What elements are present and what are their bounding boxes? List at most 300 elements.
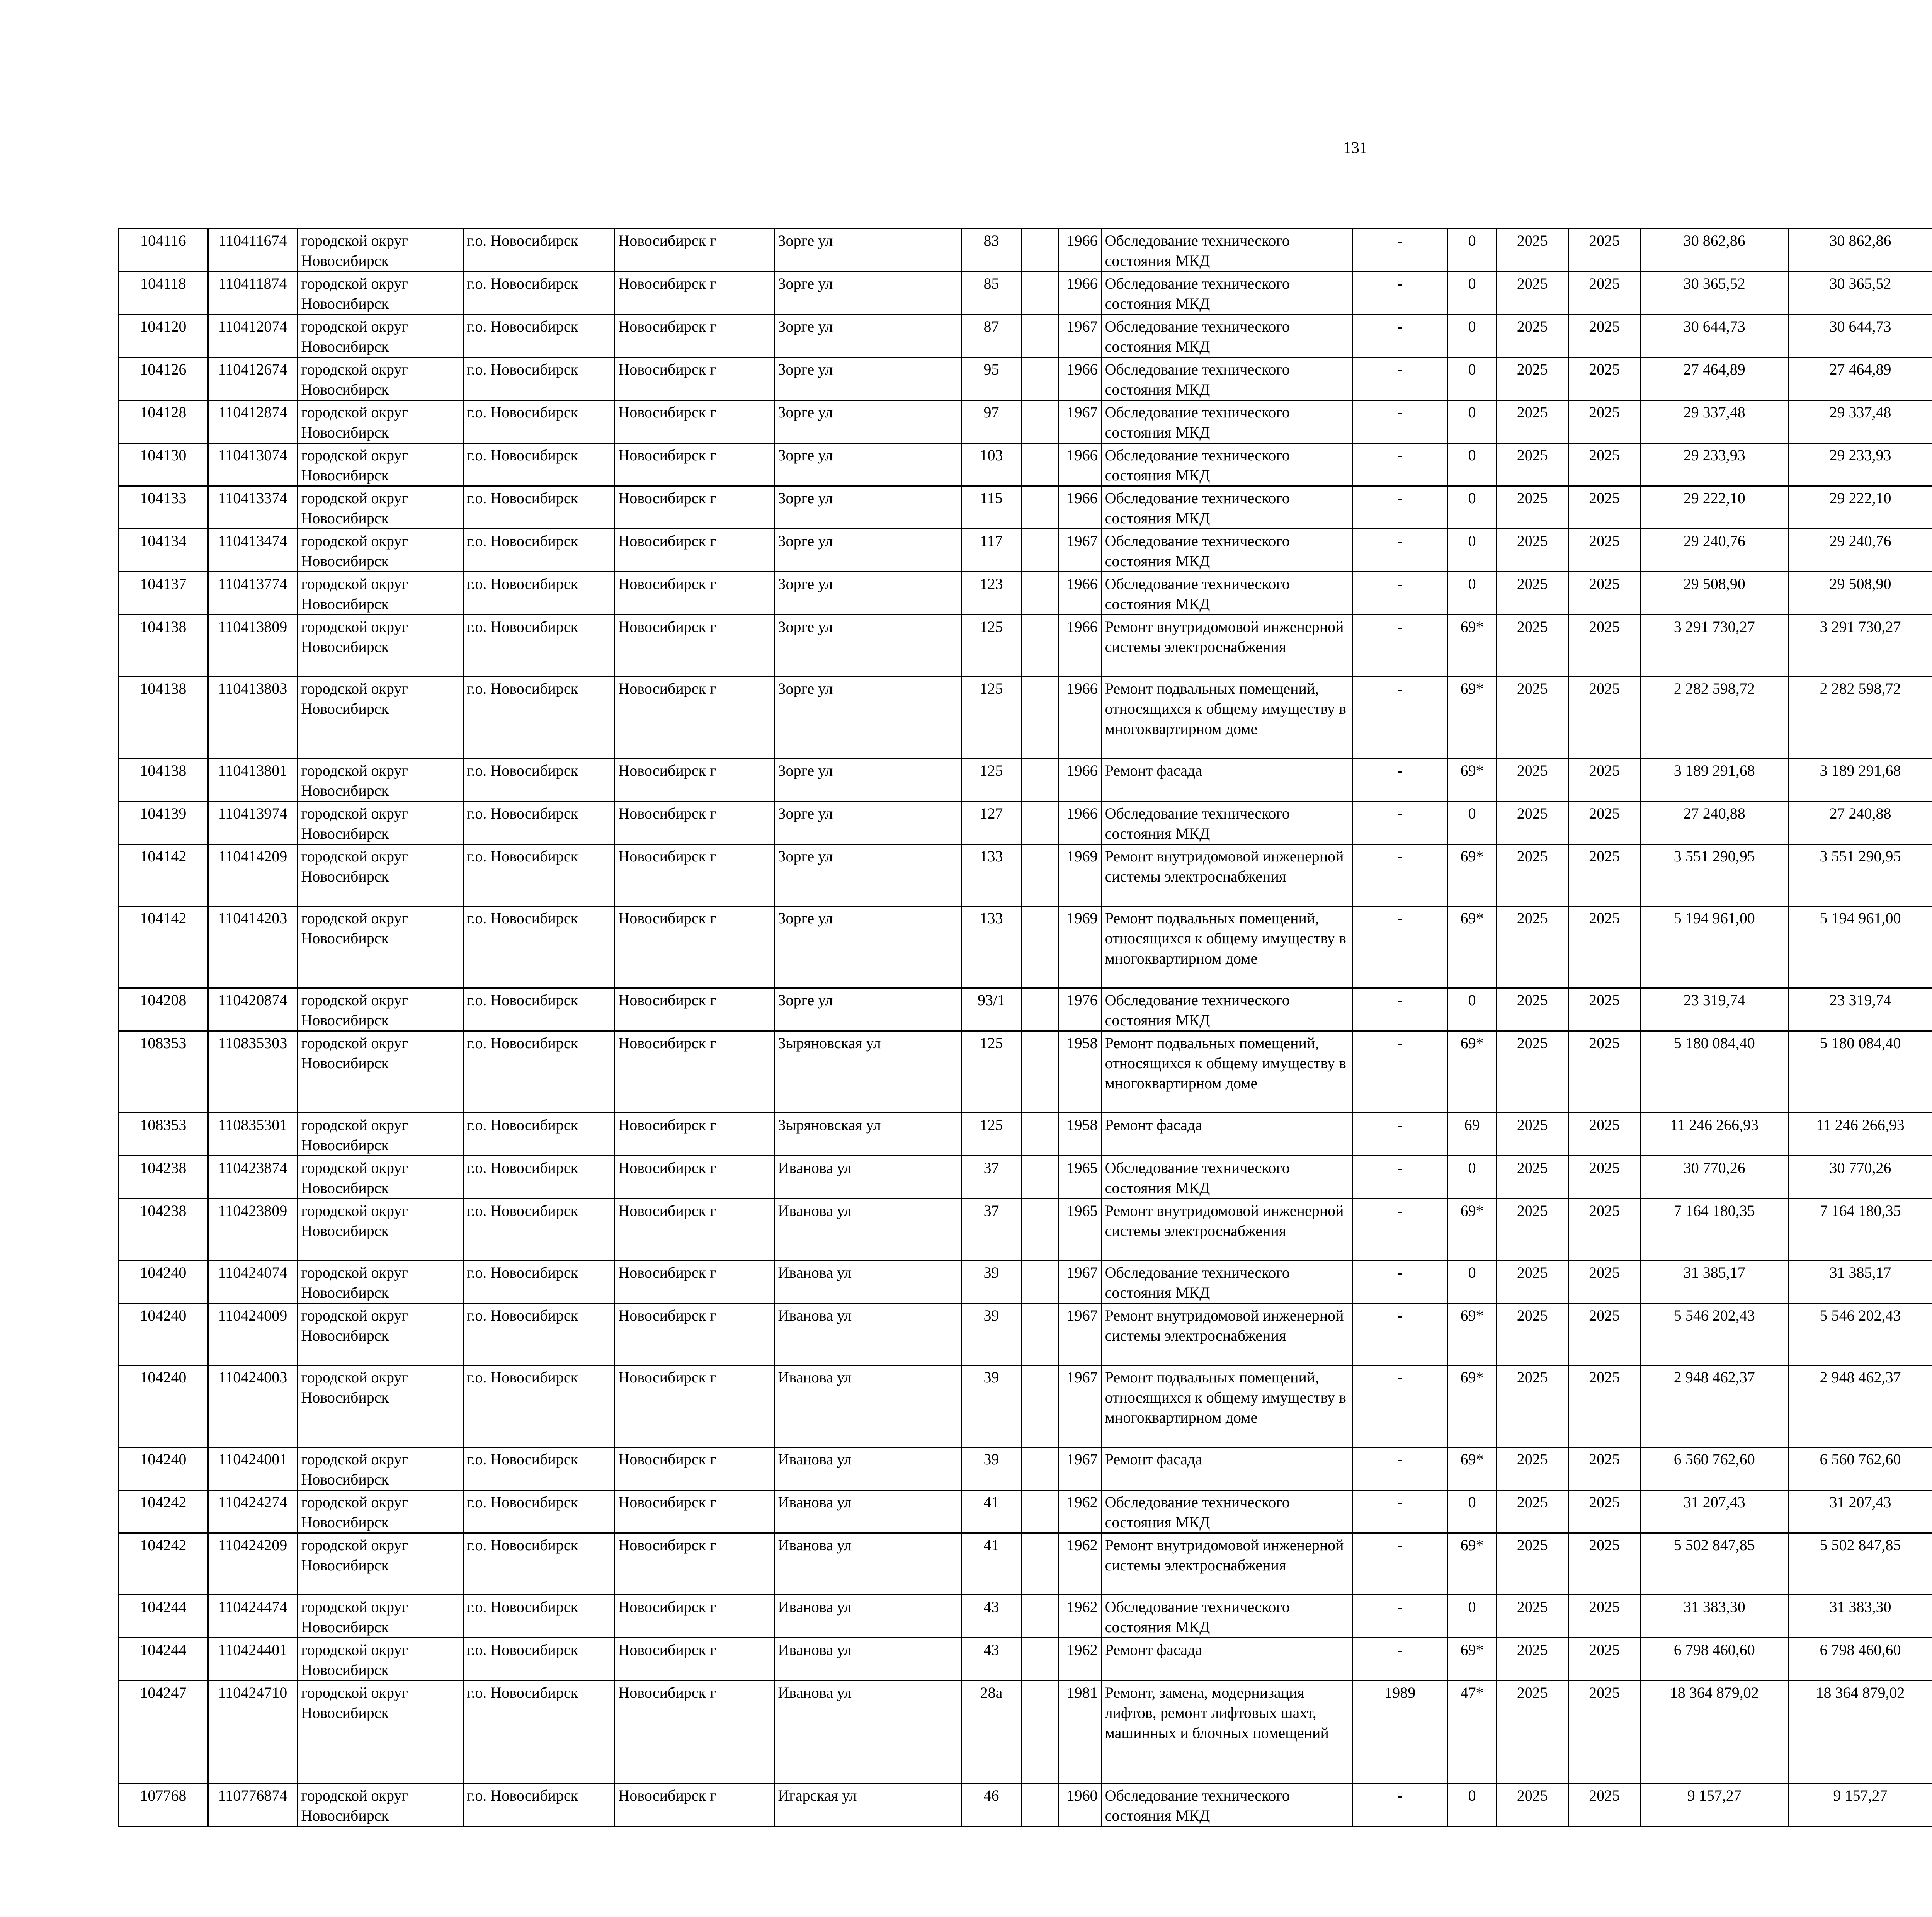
work-type-cell: Ремонт фасада bbox=[1101, 1638, 1352, 1681]
work-type-cell: Обследование технического состояния МКД bbox=[1101, 272, 1352, 315]
city-cell: Новосибирск г bbox=[615, 400, 774, 443]
work-code-cell: 110413774 bbox=[208, 572, 298, 615]
fund-cost-cell: 6 798 460,60 bbox=[1788, 1638, 1932, 1681]
total-cost-cell: 11 246 266,93 bbox=[1640, 1113, 1788, 1156]
wear-percent-cell: 0 bbox=[1448, 486, 1497, 529]
construction-year-cell: 1966 bbox=[1058, 677, 1101, 759]
plan-start-cell: 2025 bbox=[1497, 677, 1568, 759]
renovation-year-cell: - bbox=[1352, 1113, 1448, 1156]
table-row bbox=[119, 315, 1932, 358]
street-cell: Иванова ул bbox=[774, 1681, 961, 1784]
plan-start-cell: 2025 bbox=[1497, 1031, 1568, 1113]
work-code-cell: 110835303 bbox=[208, 1031, 298, 1113]
wear-percent-cell: 0 bbox=[1448, 358, 1497, 400]
construction-year-cell: 1966 bbox=[1058, 443, 1101, 486]
construction-year-cell: 1962 bbox=[1058, 1533, 1101, 1595]
street-cell: Иванова ул bbox=[774, 1199, 961, 1261]
building-cell bbox=[1022, 1113, 1059, 1156]
table-row bbox=[119, 802, 1932, 844]
plan-end-cell: 2025 bbox=[1568, 1113, 1640, 1156]
building-cell bbox=[1022, 272, 1059, 315]
page-number: 131 bbox=[1343, 139, 1367, 157]
plan-start-cell: 2025 bbox=[1497, 906, 1568, 988]
house-id-cell: 104242 bbox=[119, 1490, 208, 1533]
plan-end-cell: 2025 bbox=[1568, 1199, 1640, 1261]
work-code-cell: 110424209 bbox=[208, 1533, 298, 1595]
construction-year-cell: 1966 bbox=[1058, 229, 1101, 272]
street-cell: Иванова ул bbox=[774, 1304, 961, 1365]
fund-cost-cell: 11 246 266,93 bbox=[1788, 1113, 1932, 1156]
plan-start-cell: 2025 bbox=[1497, 1638, 1568, 1681]
plan-start-cell: 2025 bbox=[1497, 272, 1568, 315]
municipality-cell: городской округ Новосибирск bbox=[298, 1638, 463, 1681]
total-cost-cell: 30 365,52 bbox=[1640, 272, 1788, 315]
construction-year-cell: 1969 bbox=[1058, 906, 1101, 988]
renovation-year-cell: - bbox=[1352, 1261, 1448, 1304]
table-row bbox=[119, 1261, 1932, 1304]
house-number-cell: 28а bbox=[961, 1681, 1021, 1784]
plan-start-cell: 2025 bbox=[1497, 1784, 1568, 1827]
table-row bbox=[119, 988, 1932, 1031]
house-number-cell: 97 bbox=[961, 400, 1021, 443]
fund-cost-cell: 31 207,43 bbox=[1788, 1490, 1932, 1533]
house-number-cell: 39 bbox=[961, 1261, 1021, 1304]
fund-cost-cell: 2 282 598,72 bbox=[1788, 677, 1932, 759]
renovation-year-cell: 1989 bbox=[1352, 1681, 1448, 1784]
table-row bbox=[119, 486, 1932, 529]
house-number-cell: 39 bbox=[961, 1447, 1021, 1490]
house-number-cell: 103 bbox=[961, 443, 1021, 486]
wear-percent-cell: 0 bbox=[1448, 1156, 1497, 1199]
wear-percent-cell: 0 bbox=[1448, 229, 1497, 272]
street-cell: Зыряновская ул bbox=[774, 1113, 961, 1156]
settlement-cell: г.о. Новосибирск bbox=[463, 529, 615, 572]
renovation-year-cell: - bbox=[1352, 759, 1448, 802]
city-cell: Новосибирск г bbox=[615, 1447, 774, 1490]
fund-cost-cell: 5 546 202,43 bbox=[1788, 1304, 1932, 1365]
house-id-cell: 108353 bbox=[119, 1113, 208, 1156]
table-row bbox=[119, 1638, 1932, 1681]
wear-percent-cell: 69* bbox=[1448, 1365, 1497, 1447]
house-number-cell: 95 bbox=[961, 358, 1021, 400]
work-code-cell: 110414203 bbox=[208, 906, 298, 988]
municipality-cell: городской округ Новосибирск bbox=[298, 443, 463, 486]
wear-percent-cell: 0 bbox=[1448, 272, 1497, 315]
building-cell bbox=[1022, 1447, 1059, 1490]
table-row bbox=[119, 1031, 1932, 1113]
settlement-cell: г.о. Новосибирск bbox=[463, 844, 615, 906]
work-type-cell: Обследование технического состояния МКД bbox=[1101, 1261, 1352, 1304]
house-number-cell: 39 bbox=[961, 1304, 1021, 1365]
total-cost-cell: 29 222,10 bbox=[1640, 486, 1788, 529]
house-id-cell: 104116 bbox=[119, 229, 208, 272]
table-row bbox=[119, 1533, 1932, 1595]
wear-percent-cell: 69* bbox=[1448, 906, 1497, 988]
work-code-cell: 110420874 bbox=[208, 988, 298, 1031]
plan-end-cell: 2025 bbox=[1568, 1304, 1640, 1365]
table-row bbox=[119, 358, 1932, 400]
house-id-cell: 104247 bbox=[119, 1681, 208, 1784]
renovation-year-cell: - bbox=[1352, 1533, 1448, 1595]
municipality-cell: городской округ Новосибирск bbox=[298, 988, 463, 1031]
house-number-cell: 46 bbox=[961, 1784, 1021, 1827]
city-cell: Новосибирск г bbox=[615, 1199, 774, 1261]
house-id-cell: 104240 bbox=[119, 1447, 208, 1490]
settlement-cell: г.о. Новосибирск bbox=[463, 1031, 615, 1113]
house-number-cell: 125 bbox=[961, 759, 1021, 802]
construction-year-cell: 1969 bbox=[1058, 844, 1101, 906]
plan-end-cell: 2025 bbox=[1568, 358, 1640, 400]
plan-end-cell: 2025 bbox=[1568, 759, 1640, 802]
building-cell bbox=[1022, 1261, 1059, 1304]
plan-end-cell: 2025 bbox=[1568, 677, 1640, 759]
city-cell: Новосибирск г bbox=[615, 1304, 774, 1365]
street-cell: Иванова ул bbox=[774, 1447, 961, 1490]
settlement-cell: г.о. Новосибирск bbox=[463, 486, 615, 529]
total-cost-cell: 31 383,30 bbox=[1640, 1595, 1788, 1638]
plan-start-cell: 2025 bbox=[1497, 1304, 1568, 1365]
wear-percent-cell: 0 bbox=[1448, 315, 1497, 358]
work-code-cell: 110835301 bbox=[208, 1113, 298, 1156]
wear-percent-cell: 0 bbox=[1448, 1784, 1497, 1827]
house-id-cell: 104142 bbox=[119, 906, 208, 988]
wear-percent-cell: 0 bbox=[1448, 443, 1497, 486]
wear-percent-cell: 0 bbox=[1448, 802, 1497, 844]
municipality-cell: городской округ Новосибирск bbox=[298, 844, 463, 906]
city-cell: Новосибирск г bbox=[615, 529, 774, 572]
total-cost-cell: 27 240,88 bbox=[1640, 802, 1788, 844]
municipality-cell: городской округ Новосибирск bbox=[298, 802, 463, 844]
wear-percent-cell: 69* bbox=[1448, 1638, 1497, 1681]
city-cell: Новосибирск г bbox=[615, 615, 774, 677]
construction-year-cell: 1966 bbox=[1058, 802, 1101, 844]
table-row bbox=[119, 400, 1932, 443]
wear-percent-cell: 0 bbox=[1448, 1261, 1497, 1304]
work-type-cell: Обследование технического состояния МКД bbox=[1101, 443, 1352, 486]
plan-start-cell: 2025 bbox=[1497, 400, 1568, 443]
plan-start-cell: 2025 bbox=[1497, 988, 1568, 1031]
wear-percent-cell: 69 bbox=[1448, 1113, 1497, 1156]
construction-year-cell: 1981 bbox=[1058, 1681, 1101, 1784]
plan-end-cell: 2025 bbox=[1568, 1261, 1640, 1304]
house-id-cell: 104242 bbox=[119, 1533, 208, 1595]
work-code-cell: 110412874 bbox=[208, 400, 298, 443]
fund-cost-cell: 30 770,26 bbox=[1788, 1156, 1932, 1199]
municipality-cell: городской округ Новосибирск bbox=[298, 358, 463, 400]
total-cost-cell: 29 233,93 bbox=[1640, 443, 1788, 486]
renovation-year-cell: - bbox=[1352, 1156, 1448, 1199]
plan-start-cell: 2025 bbox=[1497, 1595, 1568, 1638]
settlement-cell: г.о. Новосибирск bbox=[463, 615, 615, 677]
street-cell: Зорге ул bbox=[774, 443, 961, 486]
total-cost-cell: 2 282 598,72 bbox=[1640, 677, 1788, 759]
total-cost-cell: 31 207,43 bbox=[1640, 1490, 1788, 1533]
work-code-cell: 110424274 bbox=[208, 1490, 298, 1533]
building-cell bbox=[1022, 677, 1059, 759]
total-cost-cell: 2 948 462,37 bbox=[1640, 1365, 1788, 1447]
work-code-cell: 110424009 bbox=[208, 1304, 298, 1365]
building-cell bbox=[1022, 1365, 1059, 1447]
work-code-cell: 110424710 bbox=[208, 1681, 298, 1784]
street-cell: Зорге ул bbox=[774, 802, 961, 844]
work-code-cell: 110423874 bbox=[208, 1156, 298, 1199]
house-number-cell: 37 bbox=[961, 1156, 1021, 1199]
work-code-cell: 110414209 bbox=[208, 844, 298, 906]
total-cost-cell: 6 798 460,60 bbox=[1640, 1638, 1788, 1681]
work-type-cell: Ремонт внутридомовой инженерной системы электроснабжения bbox=[1101, 844, 1352, 906]
construction-year-cell: 1967 bbox=[1058, 1304, 1101, 1365]
building-cell bbox=[1022, 1533, 1059, 1595]
municipality-cell: городской округ Новосибирск bbox=[298, 486, 463, 529]
table-row bbox=[119, 272, 1932, 315]
construction-year-cell: 1967 bbox=[1058, 529, 1101, 572]
work-code-cell: 110413801 bbox=[208, 759, 298, 802]
house-id-cell: 104244 bbox=[119, 1638, 208, 1681]
street-cell: Иванова ул bbox=[774, 1638, 961, 1681]
work-code-cell: 110412674 bbox=[208, 358, 298, 400]
work-type-cell: Обследование технического состояния МКД bbox=[1101, 400, 1352, 443]
building-cell bbox=[1022, 229, 1059, 272]
municipality-cell: городской округ Новосибирск bbox=[298, 1199, 463, 1261]
construction-year-cell: 1965 bbox=[1058, 1156, 1101, 1199]
municipality-cell: городской округ Новосибирск bbox=[298, 1595, 463, 1638]
building-cell bbox=[1022, 1784, 1059, 1827]
house-number-cell: 43 bbox=[961, 1595, 1021, 1638]
house-number-cell: 125 bbox=[961, 615, 1021, 677]
building-cell bbox=[1022, 529, 1059, 572]
table-row bbox=[119, 1156, 1932, 1199]
work-code-cell: 110424001 bbox=[208, 1447, 298, 1490]
table-row bbox=[119, 1447, 1932, 1490]
municipality-cell: городской округ Новосибирск bbox=[298, 1304, 463, 1365]
house-number-cell: 133 bbox=[961, 906, 1021, 988]
building-cell bbox=[1022, 443, 1059, 486]
fund-cost-cell: 6 560 762,60 bbox=[1788, 1447, 1932, 1490]
construction-year-cell: 1976 bbox=[1058, 988, 1101, 1031]
plan-end-cell: 2025 bbox=[1568, 529, 1640, 572]
construction-year-cell: 1966 bbox=[1058, 358, 1101, 400]
work-type-cell: Ремонт подвальных помещений, относящихся к общему имуществу в многоквартирном доме bbox=[1101, 677, 1352, 759]
house-number-cell: 83 bbox=[961, 229, 1021, 272]
plan-end-cell: 2025 bbox=[1568, 1447, 1640, 1490]
street-cell: Иванова ул bbox=[774, 1533, 961, 1595]
house-id-cell: 107768 bbox=[119, 1784, 208, 1827]
renovation-year-cell: - bbox=[1352, 529, 1448, 572]
city-cell: Новосибирск г bbox=[615, 272, 774, 315]
plan-end-cell: 2025 bbox=[1568, 443, 1640, 486]
street-cell: Иванова ул bbox=[774, 1490, 961, 1533]
settlement-cell: г.о. Новосибирск bbox=[463, 677, 615, 759]
work-type-cell: Обследование технического состояния МКД bbox=[1101, 572, 1352, 615]
house-id-cell: 104138 bbox=[119, 677, 208, 759]
plan-start-cell: 2025 bbox=[1497, 1490, 1568, 1533]
renovation-year-cell: - bbox=[1352, 443, 1448, 486]
work-type-cell: Ремонт фасада bbox=[1101, 1113, 1352, 1156]
city-cell: Новосибирск г bbox=[615, 802, 774, 844]
table-row bbox=[119, 906, 1932, 988]
fund-cost-cell: 3 291 730,27 bbox=[1788, 615, 1932, 677]
renovation-year-cell: - bbox=[1352, 1199, 1448, 1261]
city-cell: Новосибирск г bbox=[615, 486, 774, 529]
total-cost-cell: 5 546 202,43 bbox=[1640, 1304, 1788, 1365]
table-row bbox=[119, 572, 1932, 615]
house-id-cell: 104138 bbox=[119, 759, 208, 802]
fund-cost-cell: 29 337,48 bbox=[1788, 400, 1932, 443]
work-type-cell: Ремонт внутридомовой инженерной системы электроснабжения bbox=[1101, 615, 1352, 677]
city-cell: Новосибирск г bbox=[615, 1156, 774, 1199]
total-cost-cell: 9 157,27 bbox=[1640, 1784, 1788, 1827]
fund-cost-cell: 27 464,89 bbox=[1788, 358, 1932, 400]
work-type-cell: Обследование технического состояния МКД bbox=[1101, 229, 1352, 272]
total-cost-cell: 5 194 961,00 bbox=[1640, 906, 1788, 988]
city-cell: Новосибирск г bbox=[615, 906, 774, 988]
wear-percent-cell: 0 bbox=[1448, 988, 1497, 1031]
settlement-cell: г.о. Новосибирск bbox=[463, 1784, 615, 1827]
work-code-cell: 110413074 bbox=[208, 443, 298, 486]
capital-repair-registry-table bbox=[118, 228, 1932, 1827]
city-cell: Новосибирск г bbox=[615, 358, 774, 400]
total-cost-cell: 5 180 084,40 bbox=[1640, 1031, 1788, 1113]
fund-cost-cell: 31 385,17 bbox=[1788, 1261, 1932, 1304]
settlement-cell: г.о. Новосибирск bbox=[463, 759, 615, 802]
construction-year-cell: 1958 bbox=[1058, 1031, 1101, 1113]
renovation-year-cell: - bbox=[1352, 358, 1448, 400]
municipality-cell: городской округ Новосибирск bbox=[298, 759, 463, 802]
construction-year-cell: 1962 bbox=[1058, 1490, 1101, 1533]
street-cell: Зорге ул bbox=[774, 906, 961, 988]
total-cost-cell: 29 240,76 bbox=[1640, 529, 1788, 572]
settlement-cell: г.о. Новосибирск bbox=[463, 802, 615, 844]
construction-year-cell: 1962 bbox=[1058, 1595, 1101, 1638]
street-cell: Зыряновская ул bbox=[774, 1031, 961, 1113]
fund-cost-cell: 29 508,90 bbox=[1788, 572, 1932, 615]
construction-year-cell: 1967 bbox=[1058, 1261, 1101, 1304]
work-type-cell: Ремонт внутридомовой инженерной системы электроснабжения bbox=[1101, 1199, 1352, 1261]
street-cell: Иванова ул bbox=[774, 1261, 961, 1304]
total-cost-cell: 29 337,48 bbox=[1640, 400, 1788, 443]
house-id-cell: 108353 bbox=[119, 1031, 208, 1113]
house-number-cell: 93/1 bbox=[961, 988, 1021, 1031]
fund-cost-cell: 5 194 961,00 bbox=[1788, 906, 1932, 988]
house-id-cell: 104138 bbox=[119, 615, 208, 677]
table-row bbox=[119, 1199, 1932, 1261]
municipality-cell: городской округ Новосибирск bbox=[298, 1490, 463, 1533]
settlement-cell: г.о. Новосибирск bbox=[463, 400, 615, 443]
fund-cost-cell: 30 365,52 bbox=[1788, 272, 1932, 315]
building-cell bbox=[1022, 1156, 1059, 1199]
house-number-cell: 41 bbox=[961, 1490, 1021, 1533]
wear-percent-cell: 69* bbox=[1448, 1533, 1497, 1595]
plan-start-cell: 2025 bbox=[1497, 1533, 1568, 1595]
work-code-cell: 110776874 bbox=[208, 1784, 298, 1827]
plan-start-cell: 2025 bbox=[1497, 358, 1568, 400]
settlement-cell: г.о. Новосибирск bbox=[463, 1261, 615, 1304]
work-code-cell: 110413974 bbox=[208, 802, 298, 844]
street-cell: Зорге ул bbox=[774, 988, 961, 1031]
construction-year-cell: 1966 bbox=[1058, 486, 1101, 529]
table-row bbox=[119, 1681, 1932, 1784]
house-number-cell: 43 bbox=[961, 1638, 1021, 1681]
total-cost-cell: 7 164 180,35 bbox=[1640, 1199, 1788, 1261]
building-cell bbox=[1022, 1490, 1059, 1533]
work-code-cell: 110413803 bbox=[208, 677, 298, 759]
city-cell: Новосибирск г bbox=[615, 1031, 774, 1113]
settlement-cell: г.о. Новосибирск bbox=[463, 1113, 615, 1156]
house-number-cell: 125 bbox=[961, 1031, 1021, 1113]
plan-end-cell: 2025 bbox=[1568, 1031, 1640, 1113]
wear-percent-cell: 0 bbox=[1448, 572, 1497, 615]
house-id-cell: 104133 bbox=[119, 486, 208, 529]
total-cost-cell: 30 644,73 bbox=[1640, 315, 1788, 358]
work-type-cell: Обследование технического состояния МКД bbox=[1101, 486, 1352, 529]
plan-end-cell: 2025 bbox=[1568, 486, 1640, 529]
municipality-cell: городской округ Новосибирск bbox=[298, 1365, 463, 1447]
renovation-year-cell: - bbox=[1352, 677, 1448, 759]
plan-end-cell: 2025 bbox=[1568, 844, 1640, 906]
house-id-cell: 104139 bbox=[119, 802, 208, 844]
house-id-cell: 104134 bbox=[119, 529, 208, 572]
total-cost-cell: 30 770,26 bbox=[1640, 1156, 1788, 1199]
house-id-cell: 104118 bbox=[119, 272, 208, 315]
city-cell: Новосибирск г bbox=[615, 229, 774, 272]
plan-end-cell: 2025 bbox=[1568, 1595, 1640, 1638]
work-code-cell: 110411874 bbox=[208, 272, 298, 315]
city-cell: Новосибирск г bbox=[615, 1595, 774, 1638]
wear-percent-cell: 0 bbox=[1448, 1490, 1497, 1533]
construction-year-cell: 1966 bbox=[1058, 572, 1101, 615]
city-cell: Новосибирск г bbox=[615, 1681, 774, 1784]
total-cost-cell: 3 551 290,95 bbox=[1640, 844, 1788, 906]
plan-end-cell: 2025 bbox=[1568, 229, 1640, 272]
house-number-cell: 85 bbox=[961, 272, 1021, 315]
house-number-cell: 125 bbox=[961, 1113, 1021, 1156]
plan-end-cell: 2025 bbox=[1568, 1365, 1640, 1447]
work-code-cell: 110412074 bbox=[208, 315, 298, 358]
city-cell: Новосибирск г bbox=[615, 1784, 774, 1827]
street-cell: Зорге ул bbox=[774, 759, 961, 802]
municipality-cell: городской округ Новосибирск bbox=[298, 677, 463, 759]
building-cell bbox=[1022, 844, 1059, 906]
construction-year-cell: 1967 bbox=[1058, 1365, 1101, 1447]
table-row bbox=[119, 1113, 1932, 1156]
building-cell bbox=[1022, 759, 1059, 802]
total-cost-cell: 18 364 879,02 bbox=[1640, 1681, 1788, 1784]
city-cell: Новосибирск г bbox=[615, 443, 774, 486]
house-id-cell: 104244 bbox=[119, 1595, 208, 1638]
city-cell: Новосибирск г bbox=[615, 1261, 774, 1304]
fund-cost-cell: 27 240,88 bbox=[1788, 802, 1932, 844]
settlement-cell: г.о. Новосибирск bbox=[463, 572, 615, 615]
city-cell: Новосибирск г bbox=[615, 1533, 774, 1595]
fund-cost-cell: 30 862,86 bbox=[1788, 229, 1932, 272]
work-type-cell: Ремонт внутридомовой инженерной системы электроснабжения bbox=[1101, 1533, 1352, 1595]
municipality-cell: городской округ Новосибирск bbox=[298, 529, 463, 572]
plan-start-cell: 2025 bbox=[1497, 229, 1568, 272]
work-type-cell: Обследование технического состояния МКД bbox=[1101, 1784, 1352, 1827]
settlement-cell: г.о. Новосибирск bbox=[463, 1681, 615, 1784]
work-code-cell: 110411674 bbox=[208, 229, 298, 272]
settlement-cell: г.о. Новосибирск bbox=[463, 272, 615, 315]
work-code-cell: 110424474 bbox=[208, 1595, 298, 1638]
fund-cost-cell: 29 233,93 bbox=[1788, 443, 1932, 486]
municipality-cell: городской округ Новосибирск bbox=[298, 615, 463, 677]
plan-end-cell: 2025 bbox=[1568, 1156, 1640, 1199]
plan-start-cell: 2025 bbox=[1497, 315, 1568, 358]
plan-start-cell: 2025 bbox=[1497, 1113, 1568, 1156]
wear-percent-cell: 69* bbox=[1448, 844, 1497, 906]
renovation-year-cell: - bbox=[1352, 1638, 1448, 1681]
settlement-cell: г.о. Новосибирск bbox=[463, 1533, 615, 1595]
